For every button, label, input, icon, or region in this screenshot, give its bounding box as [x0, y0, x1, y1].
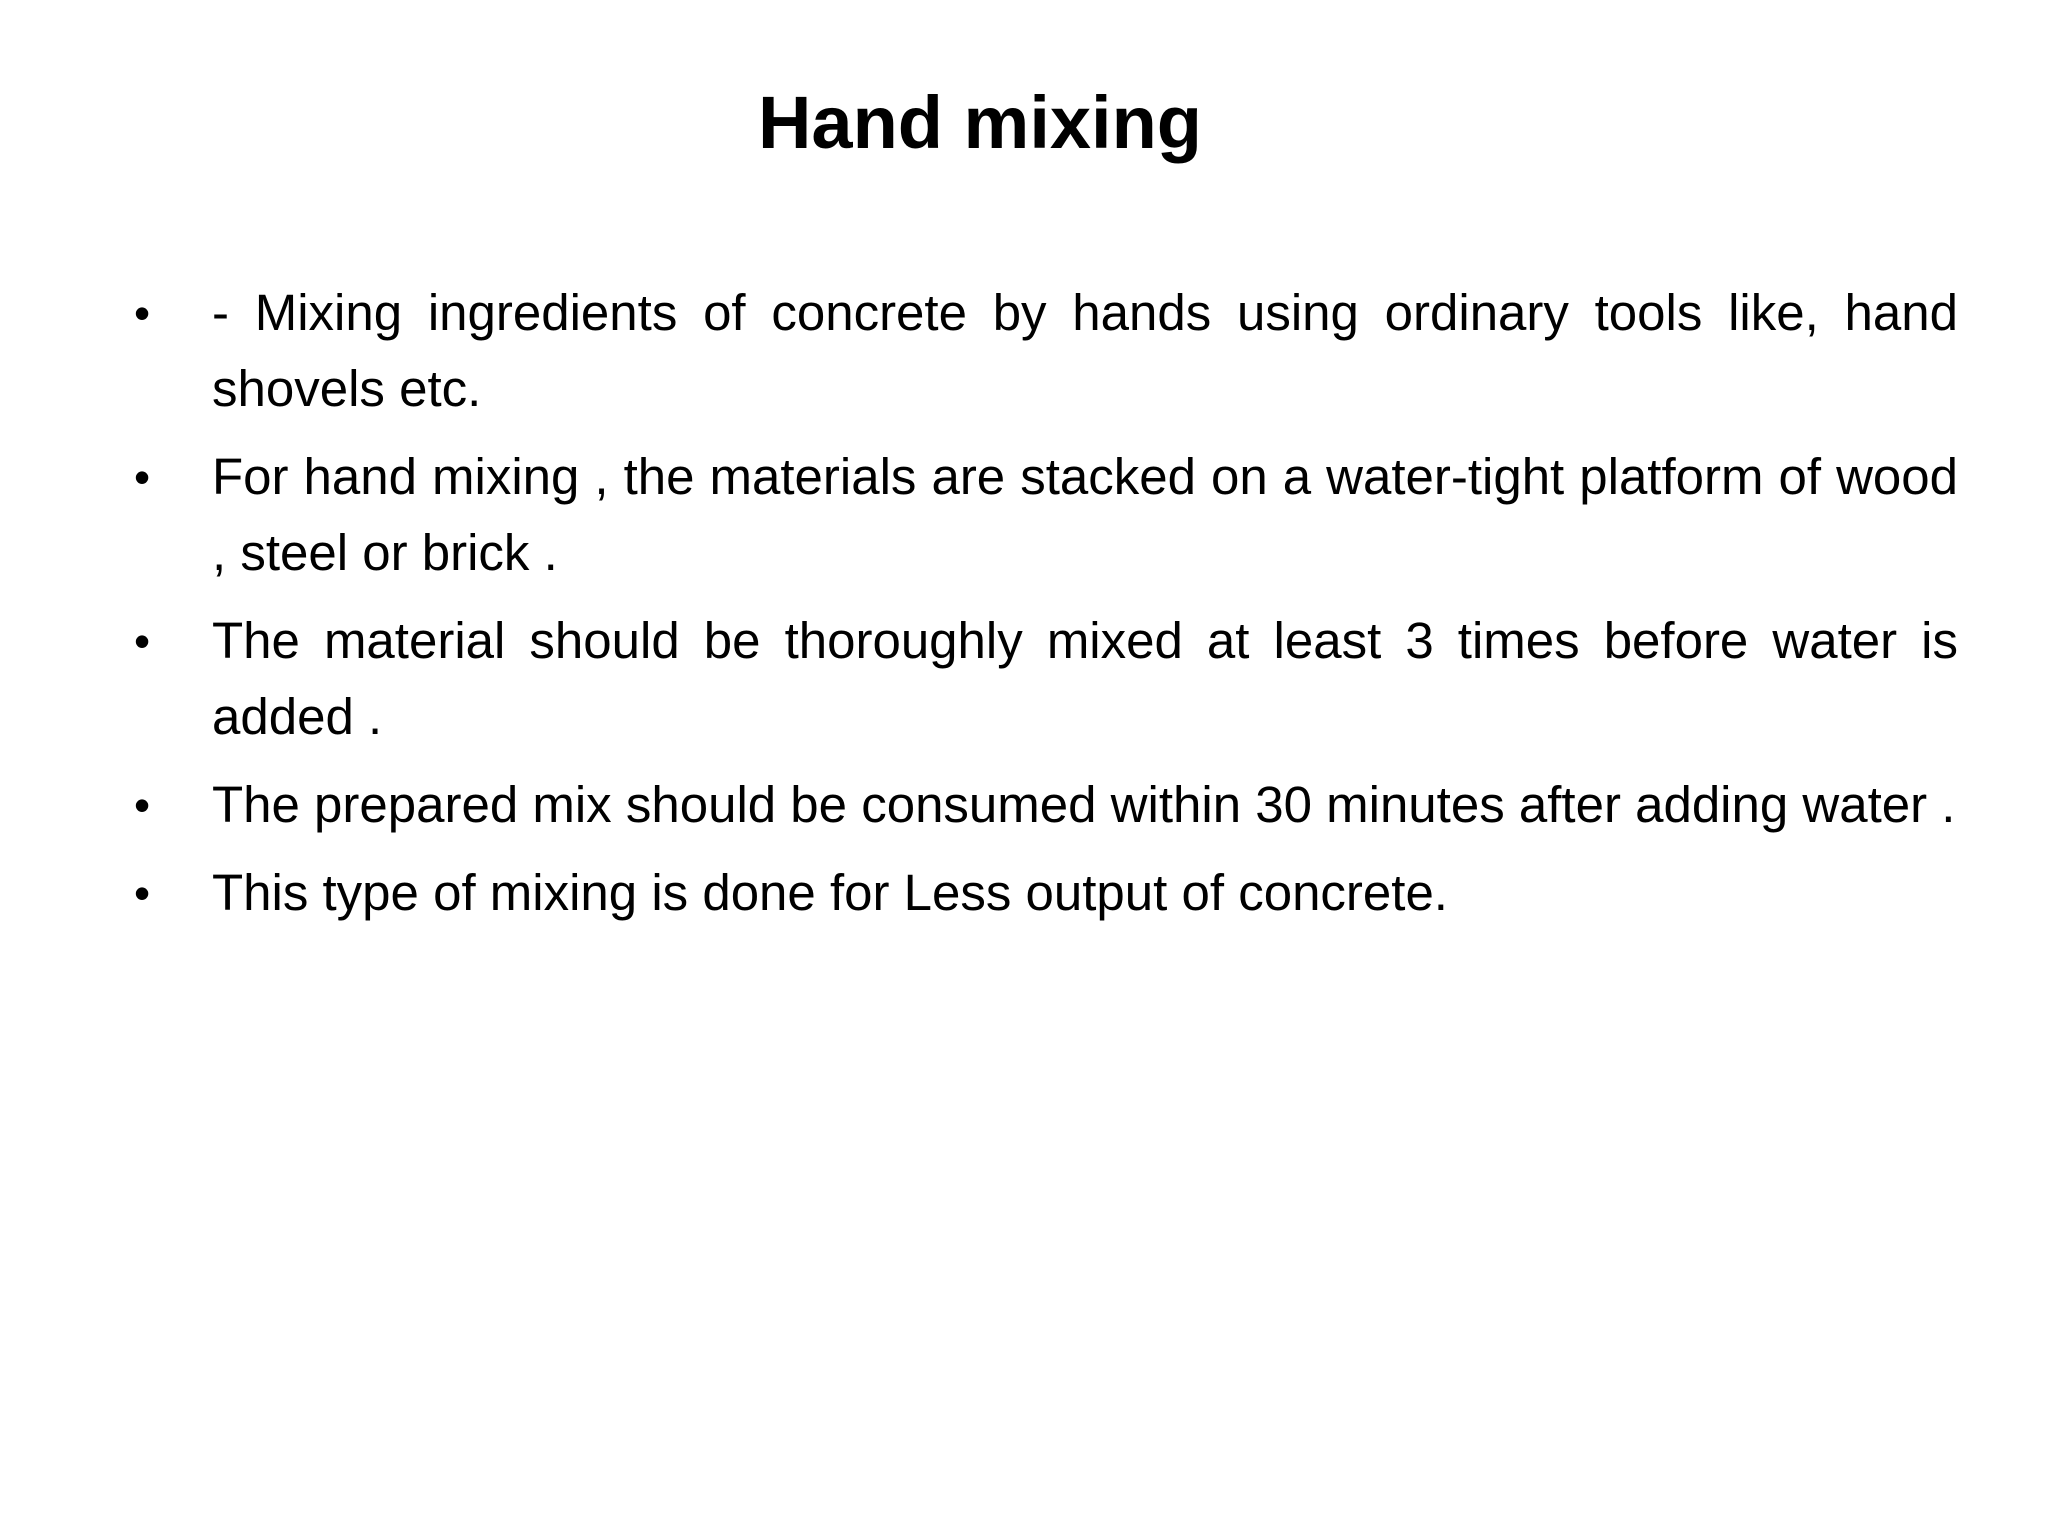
bullet-item — [128, 439, 1958, 591]
bullet-item — [128, 275, 1958, 427]
bullet-item — [128, 855, 1958, 931]
bullet-icon: • — [134, 287, 151, 339]
bullet-list — [128, 275, 1958, 943]
bullet-text: The material should be thoroughly mixed at least 3 times before water is added . — [212, 612, 1958, 745]
bullet-icon: • — [134, 867, 151, 919]
bullet-icon: • — [134, 615, 151, 667]
bullet-text: This type of mixing is done for Less output of concrete. — [212, 864, 1448, 921]
bullet-text: - Mixing ingredients of concrete by hands using ordinary tools like, hand shovels etc. — [212, 284, 1958, 417]
slide-title: Hand mixing — [757, 81, 1203, 164]
bullet-text: For hand mixing , the materials are stacked on a water-tight platform of wood , steel or brick . — [212, 448, 1958, 581]
bullet-icon: • — [134, 451, 151, 503]
bullet-item — [128, 767, 1958, 843]
bullet-text: The prepared mix should be consumed within 30 minutes after adding water . — [212, 776, 1956, 833]
bullet-item — [128, 603, 1958, 755]
bullet-icon: • — [134, 779, 151, 831]
